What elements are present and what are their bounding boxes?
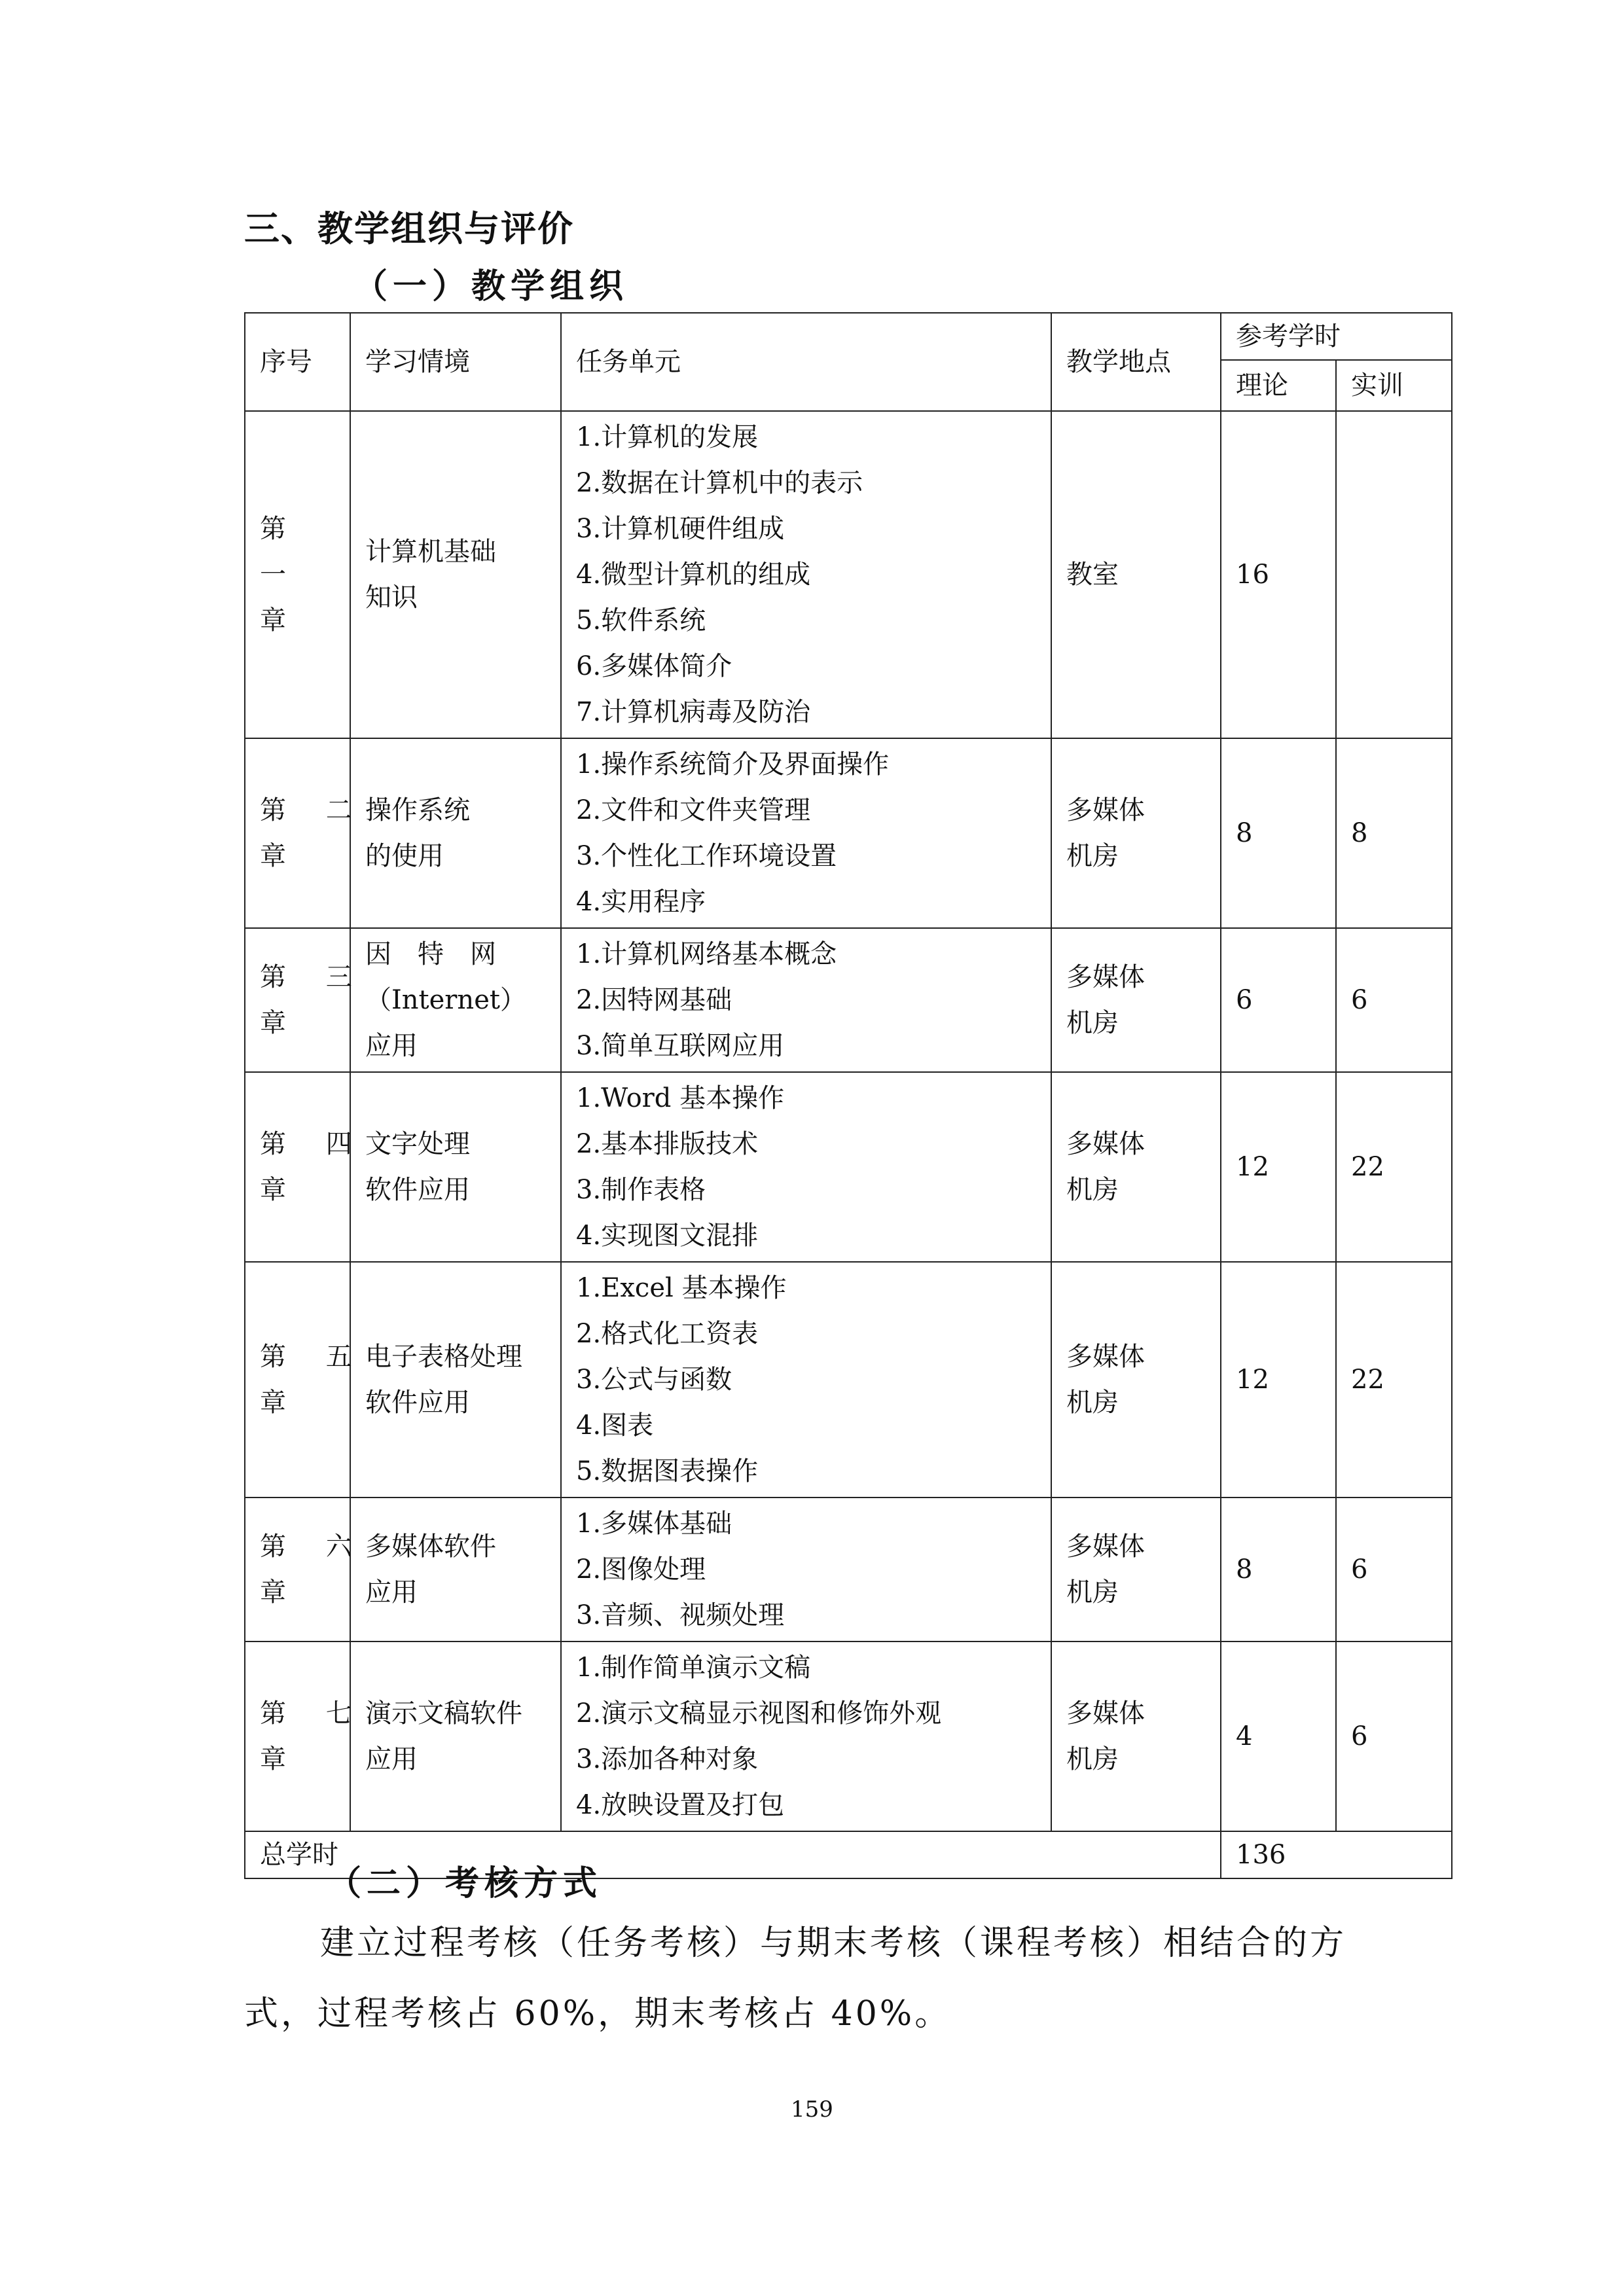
chapter-label: 章 — [260, 1175, 302, 1205]
context-label: 多媒体软件 — [365, 1532, 496, 1562]
task-item: 1.计算机的发展 — [576, 422, 759, 452]
context-cell — [350, 1072, 561, 1262]
header-location: 教学地点 — [1051, 313, 1221, 411]
chapter-label: 第 六 — [260, 1532, 368, 1562]
location-label: 机房 — [1066, 1744, 1119, 1774]
location-label: 多媒体 — [1066, 1342, 1145, 1372]
practice-hours-cell: 8 — [1336, 738, 1452, 928]
location-label: 机房 — [1066, 841, 1119, 871]
task-item: 2.文件和文件夹管理 — [576, 795, 811, 825]
practice-hours-cell: 6 — [1336, 928, 1452, 1072]
chapter-label: 章 — [260, 1744, 302, 1774]
chapter-label: 一 — [260, 560, 302, 590]
context-cell — [350, 411, 561, 738]
context-label: 知识 — [365, 583, 418, 613]
header-theory: 理论 — [1221, 360, 1336, 411]
practice-hours-cell: 6 — [1336, 1498, 1452, 1641]
chapter-label: 第 — [260, 514, 302, 544]
chapter-cell — [245, 1262, 368, 1498]
task-item: 4.放映设置及打包 — [576, 1790, 785, 1820]
location-label: 多媒体 — [1066, 1129, 1145, 1159]
header-hours: 参考学时 — [1221, 313, 1452, 360]
task-item: 5.数据图表操作 — [576, 1456, 759, 1486]
task-item: 3.简单互联网应用 — [576, 1031, 785, 1061]
task-item: 2.图像处理 — [576, 1554, 706, 1585]
task-item: 1.制作简单演示文稿 — [576, 1653, 811, 1683]
chapter-label: 第 二 — [260, 795, 368, 825]
location-label: 机房 — [1066, 1388, 1119, 1418]
table-row — [245, 1498, 1452, 1641]
table-row — [245, 1262, 1452, 1498]
theory-hours-cell: 12 — [1221, 1262, 1336, 1498]
task-item: 1.Word 基本操作 — [576, 1083, 785, 1113]
location-cell — [1051, 928, 1221, 1072]
section-title: 三、教学组织与评价 — [244, 208, 574, 249]
total-value: 136 — [1221, 1831, 1452, 1878]
location-cell — [1051, 1641, 1221, 1831]
tasks-cell — [561, 411, 1051, 738]
practice-hours-cell — [1336, 411, 1452, 738]
theory-hours-cell: 8 — [1221, 1498, 1336, 1641]
location-label: 多媒体 — [1066, 1698, 1145, 1729]
chapter-label: 第 三 — [260, 962, 368, 992]
header-context: 学习情境 — [350, 313, 561, 411]
location-label: 机房 — [1066, 1175, 1119, 1205]
context-cell — [350, 928, 561, 1072]
table-row — [245, 1072, 1452, 1262]
location-label: 多媒体 — [1066, 795, 1145, 825]
task-item: 1.Excel 基本操作 — [576, 1273, 787, 1303]
task-item: 4.实用程序 — [576, 887, 706, 917]
task-item: 3.公式与函数 — [576, 1365, 732, 1395]
tasks-cell — [561, 1262, 1051, 1498]
context-label: 因 特 网 — [365, 939, 496, 969]
table-body — [245, 313, 1452, 1878]
context-label: 文字处理 — [365, 1129, 470, 1159]
chapter-label: 章 — [260, 605, 302, 636]
task-item: 3.音频、视频处理 — [576, 1600, 785, 1630]
context-cell — [350, 1498, 561, 1641]
task-item: 3.制作表格 — [576, 1175, 706, 1205]
table-row — [245, 928, 1452, 1072]
task-item: 2.演示文稿显示视图和修饰外观 — [576, 1698, 942, 1729]
table-row — [245, 411, 1452, 738]
chapter-cell — [245, 1498, 368, 1641]
context-label: 应用 — [365, 1577, 418, 1607]
table-header-row — [245, 313, 1452, 360]
theory-hours-cell: 4 — [1221, 1641, 1336, 1831]
context-cell — [350, 1641, 561, 1831]
task-item: 4.图表 — [576, 1410, 654, 1441]
location-label: 机房 — [1066, 1008, 1119, 1038]
teaching-organization-table — [244, 312, 1453, 1879]
context-label: 演示文稿软件 — [365, 1698, 522, 1729]
practice-hours-cell: 22 — [1336, 1262, 1452, 1498]
chapter-label: 章 — [260, 1008, 302, 1038]
location-cell — [1051, 411, 1221, 738]
context-label: 应用 — [365, 1031, 418, 1061]
context-label: 软件应用 — [365, 1175, 470, 1205]
task-item: 1.操作系统简介及界面操作 — [576, 749, 890, 780]
tasks-cell — [561, 1072, 1051, 1262]
practice-hours-cell: 6 — [1336, 1641, 1452, 1831]
theory-hours-cell: 8 — [1221, 738, 1336, 928]
location-cell — [1051, 738, 1221, 928]
context-cell — [350, 738, 561, 928]
context-cell — [350, 1262, 561, 1498]
chapter-label: 第 七 — [260, 1698, 368, 1729]
tasks-cell — [561, 928, 1051, 1072]
total-label: 总学时 — [245, 1831, 1221, 1878]
task-item: 4.微型计算机的组成 — [576, 560, 811, 590]
task-item: 2.数据在计算机中的表示 — [576, 468, 863, 498]
location-label: 多媒体 — [1066, 1532, 1145, 1562]
context-label: 操作系统 — [365, 795, 470, 825]
chapter-cell — [245, 928, 368, 1072]
tasks-cell — [561, 738, 1051, 928]
task-item: 2.基本排版技术 — [576, 1129, 759, 1159]
table-row — [245, 738, 1452, 928]
page-number: 159 — [791, 2096, 833, 2123]
header-practice: 实训 — [1336, 360, 1452, 411]
task-item: 6.多媒体简介 — [576, 651, 732, 681]
location-cell — [1051, 1262, 1221, 1498]
header-seq: 序号 — [245, 313, 350, 411]
location-label: 多媒体 — [1066, 962, 1145, 992]
task-item: 5.软件系统 — [576, 605, 706, 636]
context-label: 软件应用 — [365, 1388, 470, 1418]
header-tasks: 任务单元 — [561, 313, 1051, 411]
task-item: 1.多媒体基础 — [576, 1509, 732, 1539]
table-row — [245, 1641, 1452, 1831]
practice-hours-cell: 22 — [1336, 1072, 1452, 1262]
task-item: 3.个性化工作环境设置 — [576, 841, 837, 871]
task-item: 2.格式化工资表 — [576, 1319, 759, 1349]
task-item: 2.因特网基础 — [576, 985, 732, 1015]
chapter-label: 第 四 — [260, 1129, 368, 1159]
context-label: 电子表格处理 — [365, 1342, 522, 1372]
tasks-cell — [561, 1641, 1051, 1831]
location-cell — [1051, 1072, 1221, 1262]
tasks-cell — [561, 1498, 1051, 1641]
task-item: 4.实现图文混排 — [576, 1221, 759, 1251]
chapter-cell — [245, 738, 368, 928]
chapter-label: 章 — [260, 1577, 302, 1607]
assessment-paragraph: 建立过程考核（任务考核）与期末考核（课程考核）相结合的方式，过程考核占 60%，期末考核占 40%。 — [244, 1924, 1347, 2034]
task-item: 3.计算机硬件组成 — [576, 514, 785, 544]
location-label: 机房 — [1066, 1577, 1119, 1607]
task-item: 3.添加各种对象 — [576, 1744, 759, 1774]
chapter-label: 章 — [260, 841, 302, 871]
chapter-cell — [245, 411, 350, 738]
task-item: 7.计算机病毒及防治 — [576, 697, 811, 727]
task-item: 1.计算机网络基本概念 — [576, 939, 837, 969]
chapter-cell — [245, 1641, 368, 1831]
chapter-cell — [245, 1072, 368, 1262]
theory-hours-cell: 6 — [1221, 928, 1336, 1072]
chapter-label: 第 五 — [260, 1342, 368, 1372]
location-label: 教室 — [1066, 560, 1119, 590]
subsection-title-teaching-organization: （一）教学组织 — [353, 266, 629, 306]
context-label: （Internet） — [365, 985, 526, 1015]
context-label: 计算机基础 — [365, 537, 496, 567]
subsection-title-assessment: （二）考核方式 — [327, 1863, 603, 1903]
chapter-label: 章 — [260, 1388, 302, 1418]
context-label: 的使用 — [365, 841, 444, 871]
context-label: 应用 — [365, 1744, 418, 1774]
theory-hours-cell: 16 — [1221, 411, 1336, 738]
location-cell — [1051, 1498, 1221, 1641]
theory-hours-cell: 12 — [1221, 1072, 1336, 1262]
